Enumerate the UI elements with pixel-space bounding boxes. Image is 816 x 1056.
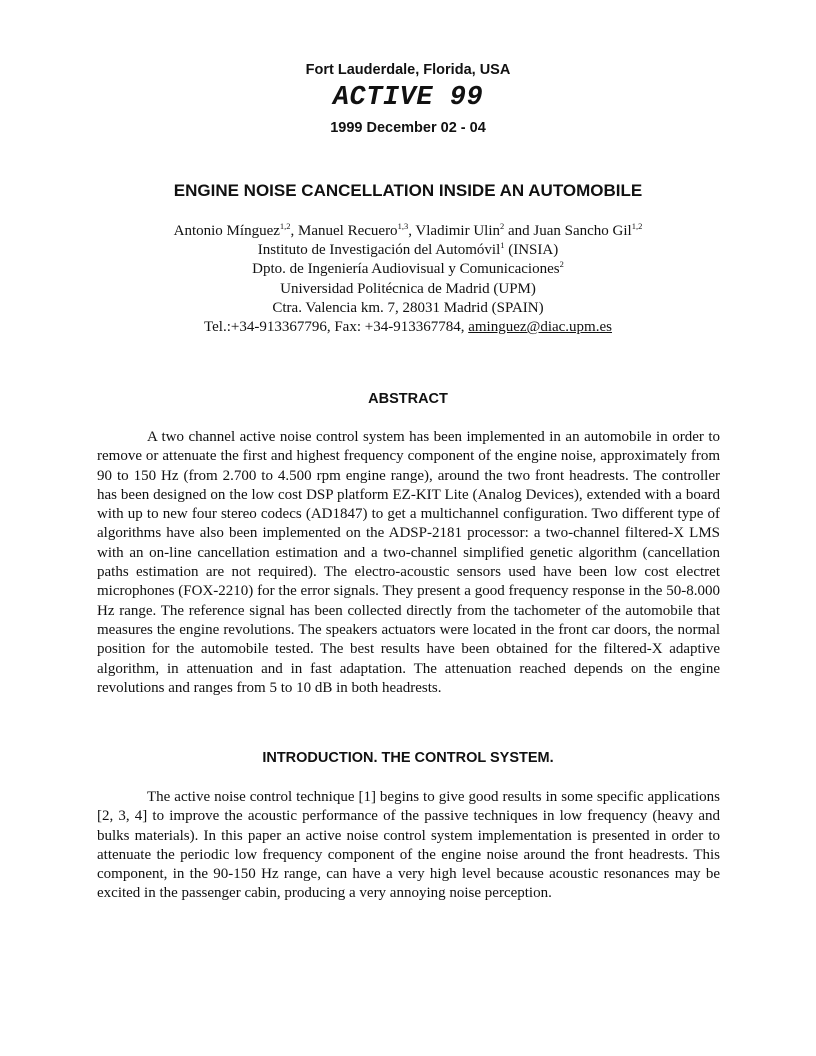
abstract-heading: ABSTRACT xyxy=(368,391,448,407)
abstract-text: A two channel active noise control system has been implemented in an automobile in order to remove or attenuate the first and highest frequency component of the engine noise, approximately from 90 to 150 Hz (from 2.700 to 4.500 rpm engine range), around the two front headrests. The controller has been designed on the low cost DSP platform EZ-KIT Lite (Analog Devices), extended with a board with up to new four stereo codecs (AD1847) to get a multichannel configuration. Two different type of algorithms have also been implemented on the ADSP-2181 processor: a two-channel filtered-X LMS with an on-line cancellation estimation and a two-channel simplified genetic algorithm (cancellation paths estimation are not required). The electro-acoustic sensors used have been low cost electret microphones (FOX-2210) for the error signals. They present a good frequency response in the 50-8.000 Hz range. The reference signal has been collected directly from the tachometer of the automobile that measures the engine revolutions. The speakers actuators were located in the front car doors, the normal position for the automobile tested. The best results have been obtained for the filtered-X adaptive algorithm, in attenuation and in fast adaptation. The attenuation reached depends on the engine revolutions and ranges from 5 to 10 dB in both headrests. xyxy=(97,429,720,696)
author-name: , Vladimir Ulin xyxy=(408,223,500,239)
conference-dates: 1999 December 02 - 04 xyxy=(330,120,486,136)
paper-title: ENGINE NOISE CANCELLATION INSIDE AN AUTOMOBILE xyxy=(173,181,643,200)
conference-location: Fort Lauderdale, Florida, USA xyxy=(305,62,511,78)
affiliation-marker: 1,2 xyxy=(631,221,643,231)
affiliation-marker: 2 xyxy=(500,221,505,231)
introduction-paragraph xyxy=(97,788,720,904)
address-line: Ctra. Valencia km. 7, 28031 Madrid (SPAIN) xyxy=(272,299,544,316)
affiliation-marker: 1 xyxy=(500,240,505,251)
affiliation-line: Instituto de Investigación del Automóvil$^1$ (INSIA) xyxy=(257,240,559,259)
introduction-heading: INTRODUCTION. THE CONTROL SYSTEM. xyxy=(262,750,554,766)
author-name: , Manuel Recuero xyxy=(290,223,398,239)
affiliation-line: Universidad Politécnica de Madrid (UPM) xyxy=(280,280,536,297)
introduction-text: The active noise control technique [1] begins to give good results in some specific applications [2, 3, 4] to improve the acoustic performance of the passive techniques in low frequency (heavy and bulks materials). In this paper an active noise control system implementation is presented in order to attenuate the periodic low frequency component of the engine noise around the front headrests. This component, in the 90-150 Hz range, can have a very high level because acoustic resonances may be excited in the passenger cabin, producing a very annoying noise perception. xyxy=(97,789,720,902)
author-block xyxy=(0,222,816,337)
conference-name: ACTIVE 99 xyxy=(332,83,484,113)
affiliation-marker: 1,2 xyxy=(279,221,291,231)
contact-line: Tel.:+34-913367796, Fax: +34-913367784, aminguez@diac.upm.es xyxy=(204,319,612,336)
author-list xyxy=(0,222,816,241)
affiliation-line: Dpto. de Ingeniería Audiovisual y Comunicaciones$^2$ xyxy=(252,259,564,278)
email-link[interactable]: aminguez@diac.upm.es xyxy=(468,319,612,336)
affiliation-marker: 1,3 xyxy=(397,221,409,231)
affiliation-marker: 2 xyxy=(559,259,564,270)
author-name: and Juan Sancho Gil xyxy=(504,223,632,239)
author-name: Antonio Mínguez xyxy=(173,223,280,239)
abstract-paragraph xyxy=(97,428,720,698)
